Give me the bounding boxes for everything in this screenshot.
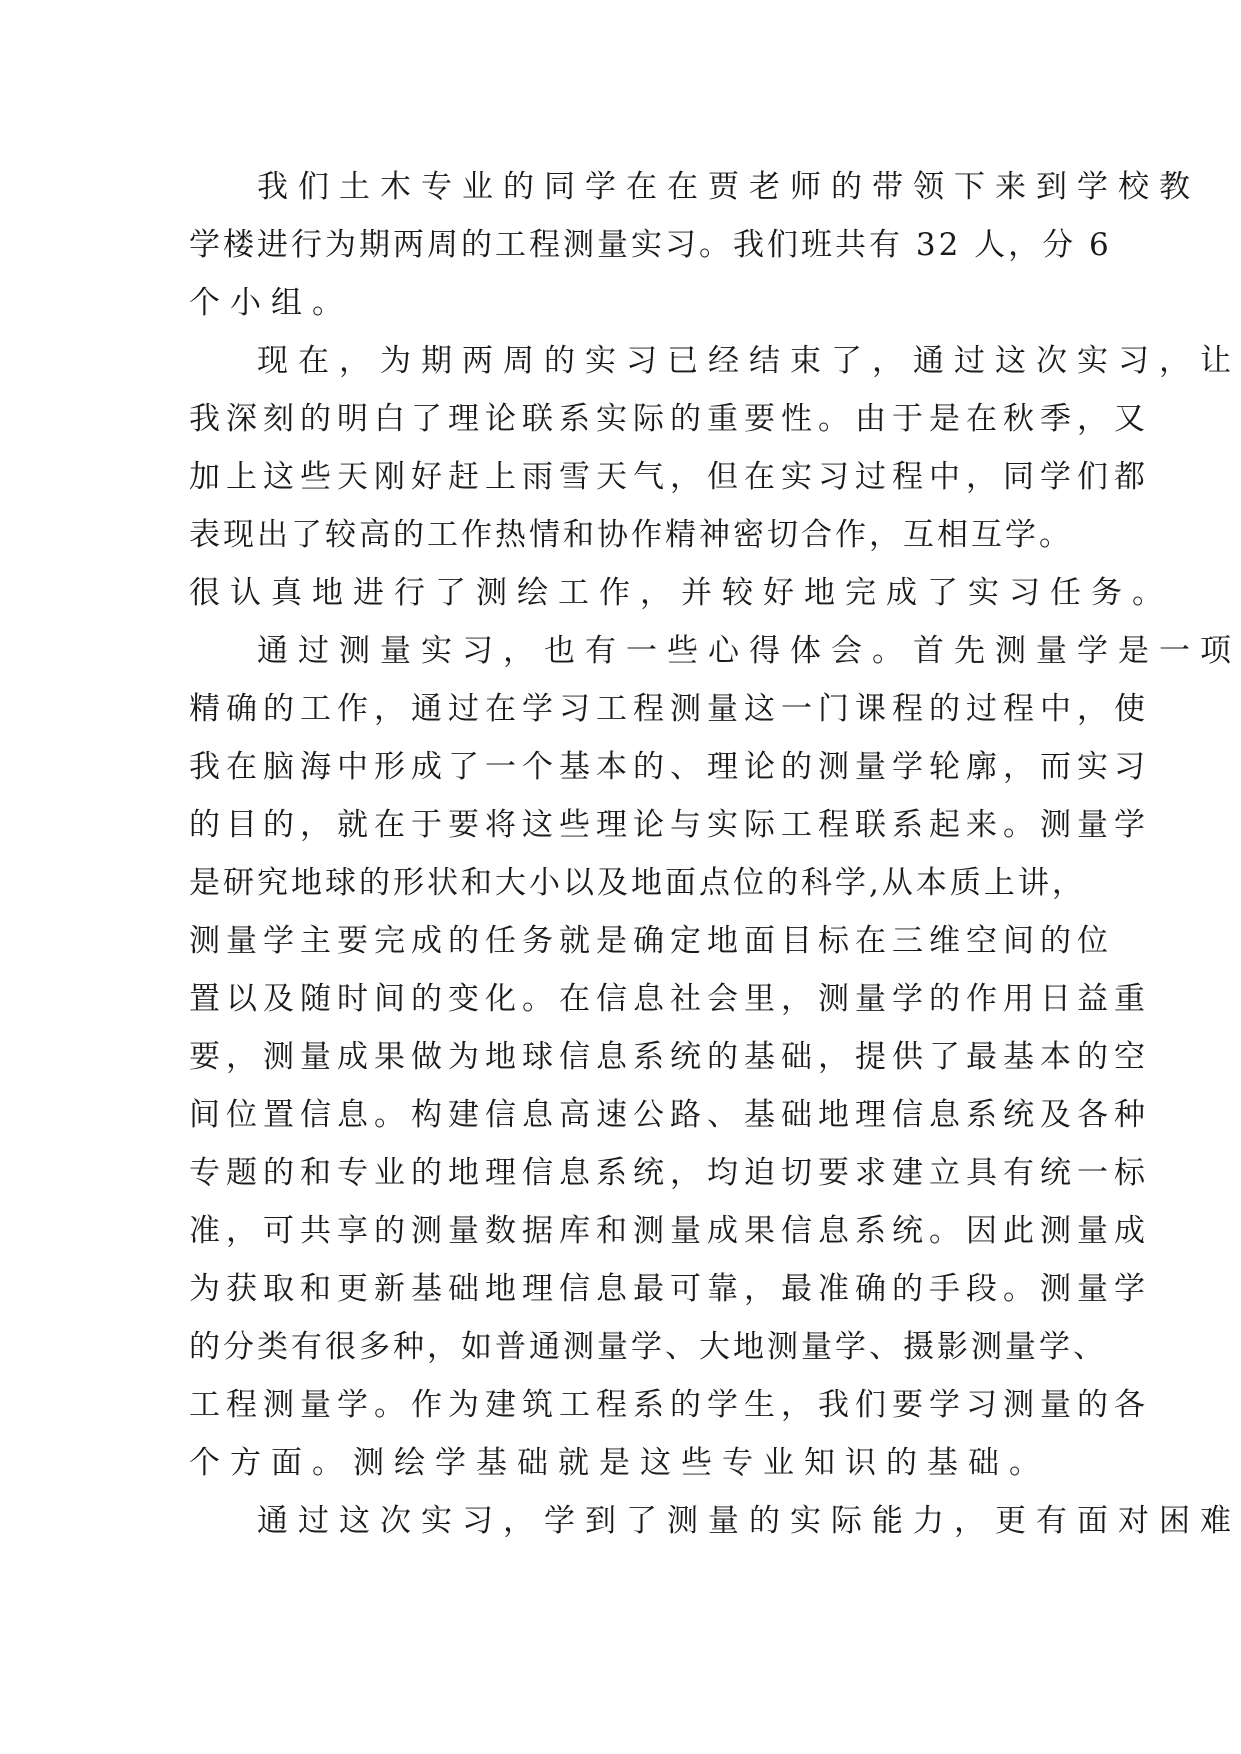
paragraph-3-line-10: 专题的和专业的地理信息系统，均迫切要求建立具有统一标 xyxy=(189,1155,1151,1191)
paragraph-3-line-12: 为获取和更新基础地理信息最可靠，最准确的手段。测量学 xyxy=(189,1271,1151,1307)
paragraph-3-line-5: 是研究地球的形状和大小以及地面点位的科学,从本质上讲， xyxy=(189,865,1086,901)
paragraph-3-line-4: 的目的，就在于要将这些理论与实际工程联系起来。测量学 xyxy=(189,807,1151,843)
paragraph-2-line-4: 表现出了较高的工作热情和协作精神密切合作，互相互学。 xyxy=(189,517,1073,553)
paragraph-2-line-2: 我深刻的明白了理论联系实际的重要性。由于是在秋季，又 xyxy=(189,401,1151,437)
paragraph-3-line-14: 工程测量学。作为建筑工程系的学生，我们要学习测量的各 xyxy=(189,1387,1151,1423)
paragraph-1-line-1: 我们土木专业的同学在在贾老师的带领下来到学校教 xyxy=(257,169,1200,205)
paragraph-2-line-5: 很认真地进行了测绘工作，并较好地完成了实习任务。 xyxy=(189,575,1173,611)
paragraph-1-line-3: 个小组。 xyxy=(189,285,353,321)
paragraph-3-line-9: 间位置信息。构建信息高速公路、基础地理信息系统及各种 xyxy=(189,1097,1151,1133)
paragraph-3-line-8: 要，测量成果做为地球信息系统的基础，提供了最基本的空 xyxy=(189,1039,1151,1075)
paragraph-3-line-7: 置以及随时间的变化。在信息社会里，测量学的作用日益重 xyxy=(189,981,1151,1017)
paragraph-3-line-13: 的分类有很多种，如普通测量学、大地测量学、摄影测量学、 xyxy=(189,1329,1107,1365)
paragraph-3-line-1: 通过测量实习，也有一些心得体会。首先测量学是一项 xyxy=(257,633,1241,669)
paragraph-3-line-11: 准，可共享的测量数据库和测量成果信息系统。因此测量成 xyxy=(189,1213,1151,1249)
paragraph-2-line-1: 现在，为期两周的实习已经结束了，通过这次实习，让 xyxy=(257,343,1241,379)
paragraph-1-line-2: 学楼进行为期两周的工程测量实习。我们班共有 32 人，分 6 xyxy=(189,227,1112,263)
paragraph-4-line-1: 通过这次实习，学到了测量的实际能力，更有面对困难 xyxy=(257,1503,1241,1539)
paragraph-2-line-3: 加上这些天刚好赶上雨雪天气，但在实习过程中，同学们都 xyxy=(189,459,1151,495)
paragraph-3-line-15: 个方面。测绘学基础就是这些专业知识的基础。 xyxy=(189,1445,1050,1481)
paragraph-3-line-6: 测量学主要完成的任务就是确定地面目标在三维空间的位 xyxy=(189,923,1114,959)
paragraph-3-line-2: 精确的工作，通过在学习工程测量这一门课程的过程中，使 xyxy=(189,691,1151,727)
paragraph-3-line-3: 我在脑海中形成了一个基本的、理论的测量学轮廓，而实习 xyxy=(189,749,1151,785)
